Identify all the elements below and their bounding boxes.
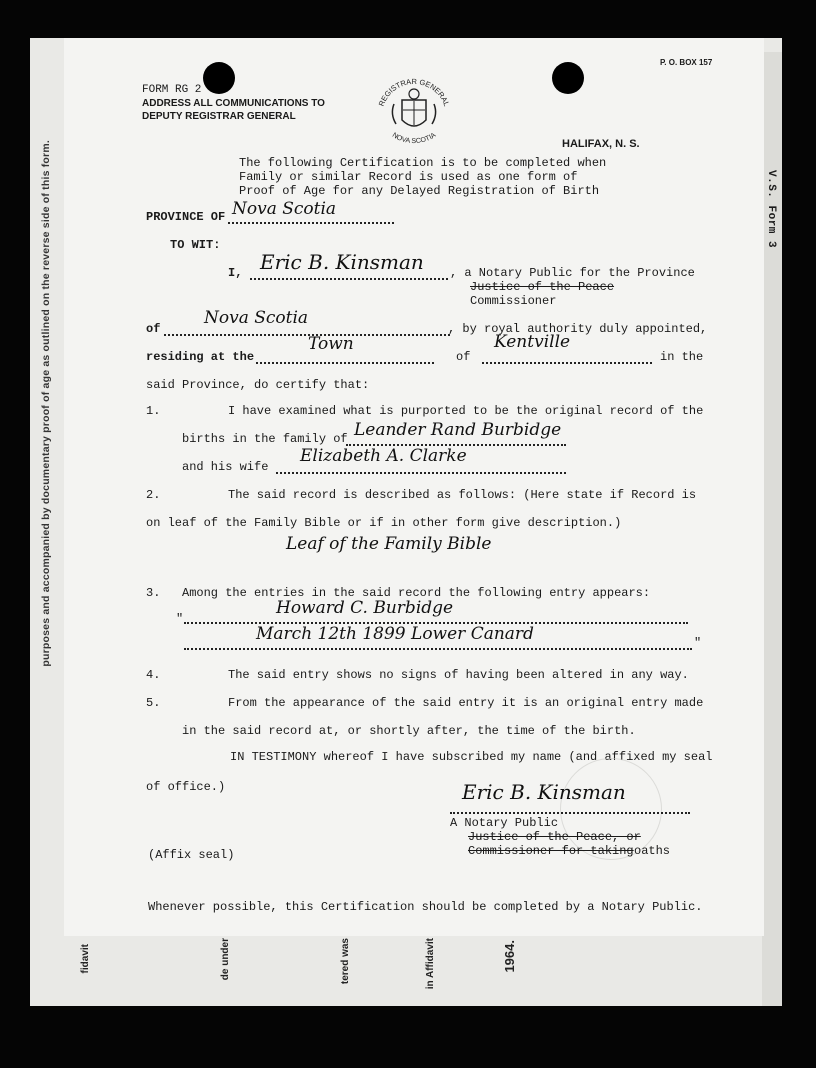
registrar-crest [374, 70, 454, 152]
item-4-text: The said entry shows no signs of having been altered in any way. [228, 668, 689, 682]
of-label: of [146, 322, 161, 336]
item-2-line-1: The said record is described as follows: (Here state if Record is [228, 488, 697, 502]
wife-label: and his wife [182, 460, 269, 474]
signature-title-1: A Notary Public [450, 816, 559, 830]
testimony-line-1: IN TESTIMONY whereof I have subscribed my name (and affixed my seal [230, 750, 713, 764]
open-quote: " [176, 612, 184, 626]
of-value: Nova Scotia [204, 308, 309, 328]
footer-note: Whenever possible, this Certification should be completed by a Notary Public. [148, 900, 703, 914]
to-wit: TO WIT: [170, 238, 221, 252]
item-5-line-1: From the appearance of the said entry it is an original entry made [228, 696, 704, 710]
name-value: Eric B. Kinsman [260, 250, 424, 274]
intro-line-1: The following Certification is to be completed when [239, 156, 607, 170]
close-quote: " [694, 636, 702, 650]
justice-struck: Justice of the Peace [470, 280, 615, 294]
svg-text:REGISTRAR GENERAL: REGISTRAR GENERAL [376, 76, 452, 108]
signature-title-2: Justice of the Peace, or [468, 830, 641, 844]
notary-text: , a Notary Public for the Province [450, 266, 695, 280]
place-value: Kentville [494, 332, 571, 352]
address-line-1: ADDRESS ALL COMMUNICATIONS TO [142, 98, 325, 109]
fragment-tered-was: tered was [340, 938, 351, 985]
residing-dots [256, 362, 434, 364]
fragment-year: 1964. [502, 940, 517, 973]
item-2-number: 2. [146, 488, 161, 502]
underlying-sheet-strip [70, 936, 770, 1006]
signature: Eric B. Kinsman [462, 780, 626, 804]
of2-label: of [456, 350, 471, 364]
item-2-line-2: on leaf of the Family Bible or if in other form give description.) [146, 516, 622, 530]
form-number: FORM RG 2 [142, 84, 202, 96]
item-1-line-2: births in the family of [182, 432, 348, 446]
testimony-line-2: of office.) [146, 780, 226, 794]
item-3-number: 3. [146, 586, 161, 600]
item-1-line-1: I have examined what is purported to be the original record of the [228, 404, 704, 418]
svg-text:NOVA SCOTIA: NOVA SCOTIA [390, 131, 438, 146]
item-1-number: 1. [146, 404, 161, 418]
item-3-line-1: Among the entries in the said record the following entry appears: [182, 586, 651, 600]
left-margin-text: purposes and accompanied by documentary proof of age as outlined on the reverse side of this form. [40, 140, 52, 667]
punch-hole-left [203, 62, 235, 94]
certify-text: said Province, do certify that: [146, 378, 370, 392]
i-label: I, [228, 266, 243, 280]
intro-line-3: Proof of Age for any Delayed Registration of Birth [239, 184, 600, 198]
po-box: P. O. BOX 157 [660, 58, 713, 67]
certification-form [64, 38, 764, 936]
city: HALIFAX, N. S. [562, 138, 640, 150]
affix-seal: (Affix seal) [148, 848, 235, 862]
item-5-line-2: in the said record at, or shortly after, the time of the birth. [182, 724, 636, 738]
entry-dots-2 [184, 648, 692, 650]
entry-line-1: Howard C. Burbidge [276, 598, 454, 618]
wife-dots [276, 472, 566, 474]
province-value: Nova Scotia [232, 199, 337, 219]
fragment-de-under: de under [220, 938, 231, 981]
residing-value: Town [308, 334, 354, 354]
intro-line-2: Family or similar Record is used as one form of [239, 170, 578, 184]
of-dots [164, 334, 450, 336]
signature-title-3: Commissioner for taking [468, 844, 634, 858]
place-dots [482, 362, 652, 364]
signature-title-3b: oaths [634, 844, 671, 858]
address-line-2: DEPUTY REGISTRAR GENERAL [142, 111, 296, 122]
signature-dots [450, 812, 690, 814]
crest-icon [374, 70, 454, 152]
form-tag: V.S. Form 3 [765, 170, 777, 249]
province-dots [228, 222, 394, 224]
residing-label: residing at the [146, 350, 255, 364]
province-label: PROVINCE OF [146, 210, 226, 224]
in-the: in the [660, 350, 704, 364]
punch-hole-right [552, 62, 584, 94]
family-value: Leander Rand Burbidge [354, 420, 562, 440]
item-4-number: 4. [146, 668, 161, 682]
item-5-number: 5. [146, 696, 161, 710]
fragment-affidavit: in Affidavit [425, 938, 436, 990]
royal-text: , by royal authority duly appointed, [448, 322, 708, 336]
fragment-fidavit: fidavit [80, 944, 91, 974]
commissioner-text: Commissioner [470, 294, 557, 308]
record-value: Leaf of the Family Bible [286, 534, 492, 554]
wife-value: Elizabeth A. Clarke [300, 446, 467, 466]
name-dots [250, 278, 448, 280]
entry-line-2: March 12th 1899 Lower Canard [256, 624, 534, 644]
